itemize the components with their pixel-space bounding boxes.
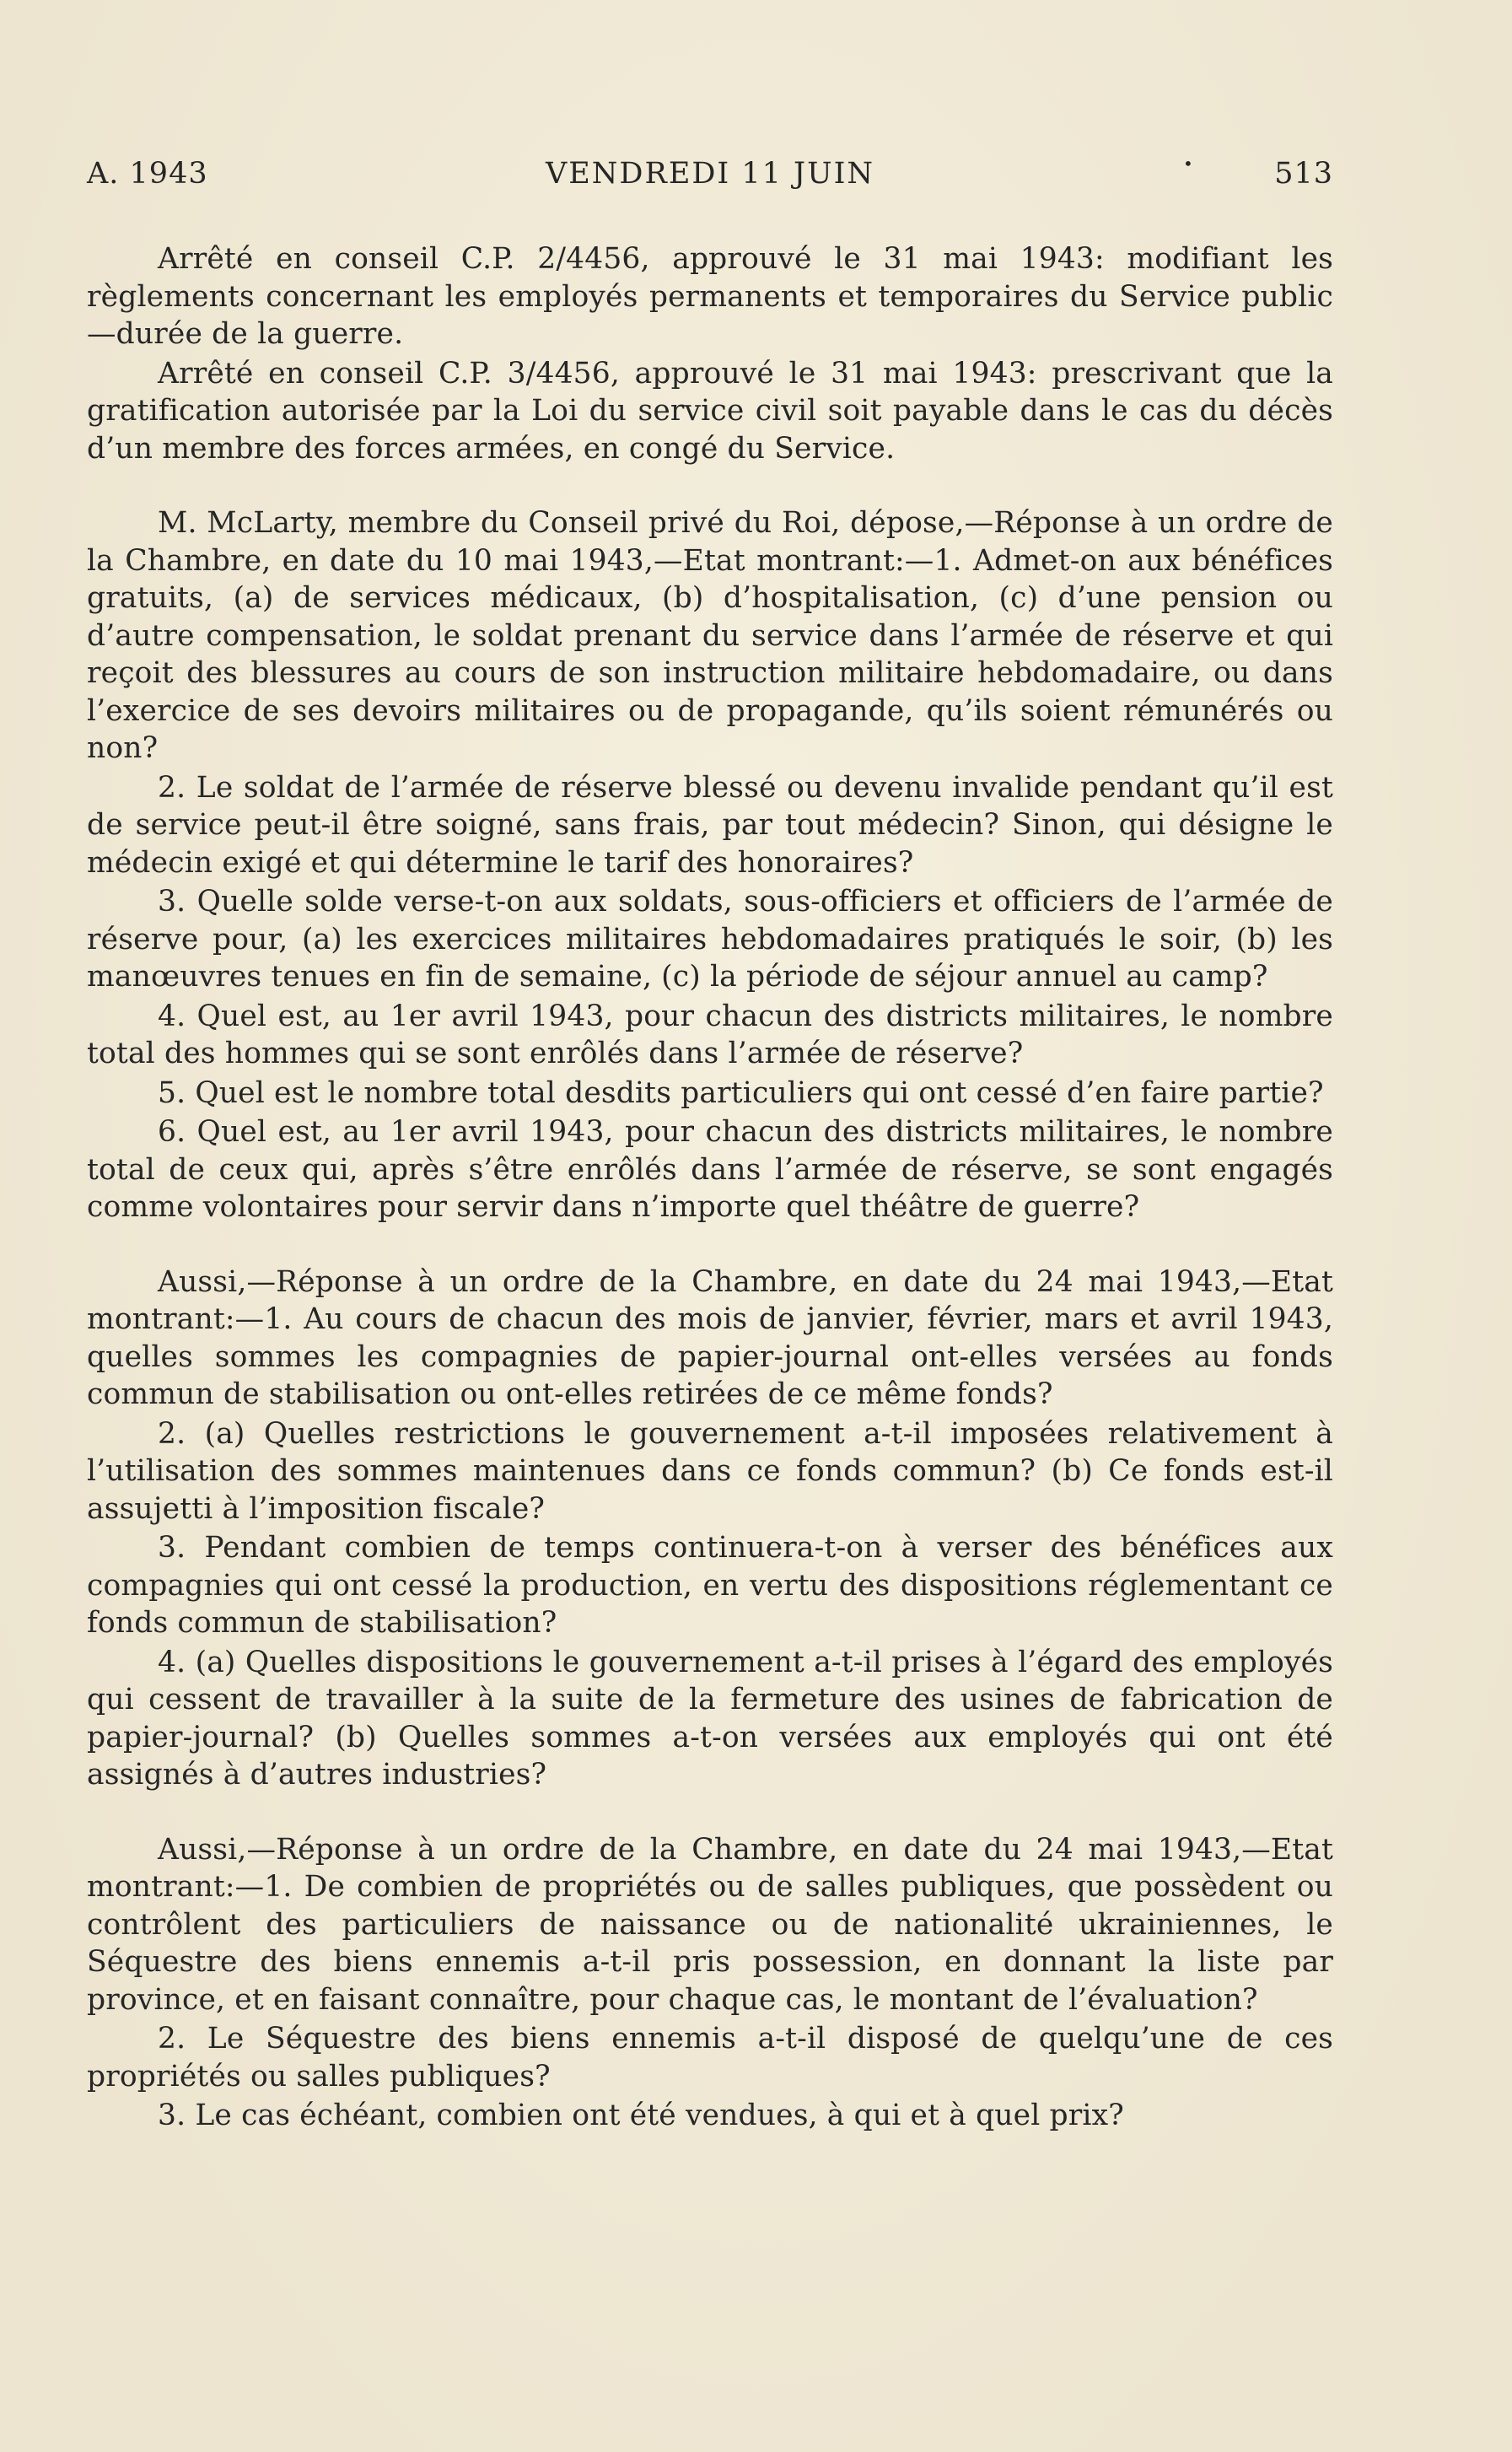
paragraph-newsprint-return: Aussi,—Réponse à un ordre de la Chambre, en date du 24 mai 1943,—Etat montrant:—1. Au cours de chacun des mois de janvier, février, mars et avril 1943, quelles sommes les compagnies de papier-journal ont-elles versées au fonds commun de stabilisation ou ont-elles retirées de ce même fonds? — [87, 1264, 1333, 1411]
paragraph-custodian-question-3: 3. Le cas échéant, combien ont été vendues, à qui et à quel prix? — [158, 2099, 1124, 2132]
paragraph-newsprint-question-3: 3. Pendant combien de temps continuera-t-on à verser des bénéfices aux compagnies qui ont cessé la production, en vertu des dispositions réglementant ce fonds commun de stabilisation? — [87, 1531, 1333, 1640]
paragraph-question-6: 6. Quel est, au 1er avril 1943, pour chacun des districts militaires, le nombre total de ceux qui, après s’être enrôlés dans l’armée de réserve, se sont engagés comme volontaires pour servir dans n’importe quel théâtre de guerre? — [87, 1115, 1333, 1224]
paragraph-question-2: 2. Le soldat de l’armée de réserve blessé ou devenu invalide pendant qu’il est de service peut-il être soigné, sans frais, par tout médecin? Sinon, qui désigne le médecin exigé et qui détermine le tarif des honoraires? — [87, 770, 1333, 880]
paragraph-newsprint-question-2: 2. (a) Quelles restrictions le gouvernement a-t-il imposées relativement à l’utilisation des sommes maintenues dans ce fonds commun? (b) Ce fonds est-il assujetti à l’imposition fiscale? — [87, 1416, 1333, 1526]
paragraph-question-5: 5. Quel est le nombre total desdits particuliers qui ont cessé d’en faire partie? — [158, 1075, 1324, 1110]
paragraph-question-4: 4. Quel est, au 1er avril 1943, pour chacun des districts militaires, le nombre total des hommes qui se sont enrôlés dans l’armée de réserve? — [87, 999, 1333, 1070]
paragraph-custodian-question-2: 2. Le Séquestre des biens ennemis a-t-il disposé de quelqu’une de ces propriétés ou salles publiques? — [87, 2022, 1333, 2094]
document-body — [87, 240, 1333, 2137]
paragraph-newsprint-question-4: 4. (a) Quelles dispositions le gouvernement a-t-il prises à l’égard des employés qui cessent de travailler à la suite de la fermeture des usines de fabrication de papier-journal? (b) Quelles sommes a-t-on versées aux employés qui ont été assignés à d’autres industries? — [87, 1645, 1333, 1792]
paragraph-question-3: 3. Quelle solde verse-t-on aux soldats, sous-officiers et officiers de l’armée de réserve pour, (a) les exercices militaires hebdomadaires pratiqués le soir, (b) les manœuvres tenues en fin de semaine, (c) la période de séjour annuel au camp? — [87, 885, 1333, 994]
header-session-year: A. 1943 — [87, 157, 208, 191]
paragraph-order-in-council-1: Arrêté en conseil C.P. 2/4456, approuvé le 31 mai 1943: modifiant les règlements concernant les employés permanents et temporaires du Service public—durée de la guerre. — [87, 242, 1333, 351]
running-header — [87, 154, 1333, 199]
paragraph-custodian-return: Aussi,—Réponse à un ordre de la Chambre, en date du 24 mai 1943,—Etat montrant:—1. De combien de propriétés ou de salles publiques, que possèdent ou contrôlent des particuliers de naissance ou de nationalité ukrainiennes, le Séquestre des biens ennemis a-t-il pris possession, en donnant la liste par province, et en faisant connaître, pour chaque cas, le montant de l’évaluation? — [87, 1832, 1333, 2017]
page-number: 513 — [1274, 157, 1333, 191]
header-date: VENDREDI 11 JUIN — [545, 157, 875, 191]
paragraph-mclarty-return: M. McLarty, membre du Conseil privé du Roi, dépose,—Réponse à un ordre de la Chambre, en date du 10 mai 1943,—Etat montrant:—1. Admet-on aux bénéfices gratuits, (a) de services médicaux, (b) d’hospitalisation, (c) d’une pension ou d’autre compensation, le soldat prenant du service dans l’armée de réserve et qui reçoit des blessures au cours de son instruction militaire hebdomadaire, ou dans l’exercice de ses devoirs militaires ou de propagande, qu’ils soient rémunérés ou non? — [87, 506, 1333, 765]
header-dot: • — [1183, 154, 1194, 174]
paragraph-order-in-council-2: Arrêté en conseil C.P. 3/4456, approuvé le 31 mai 1943: prescrivant que la gratification autorisée par la Loi du service civil soit payable dans le cas du décès d’un membre des forces armées, en congé du Service. — [87, 356, 1333, 466]
